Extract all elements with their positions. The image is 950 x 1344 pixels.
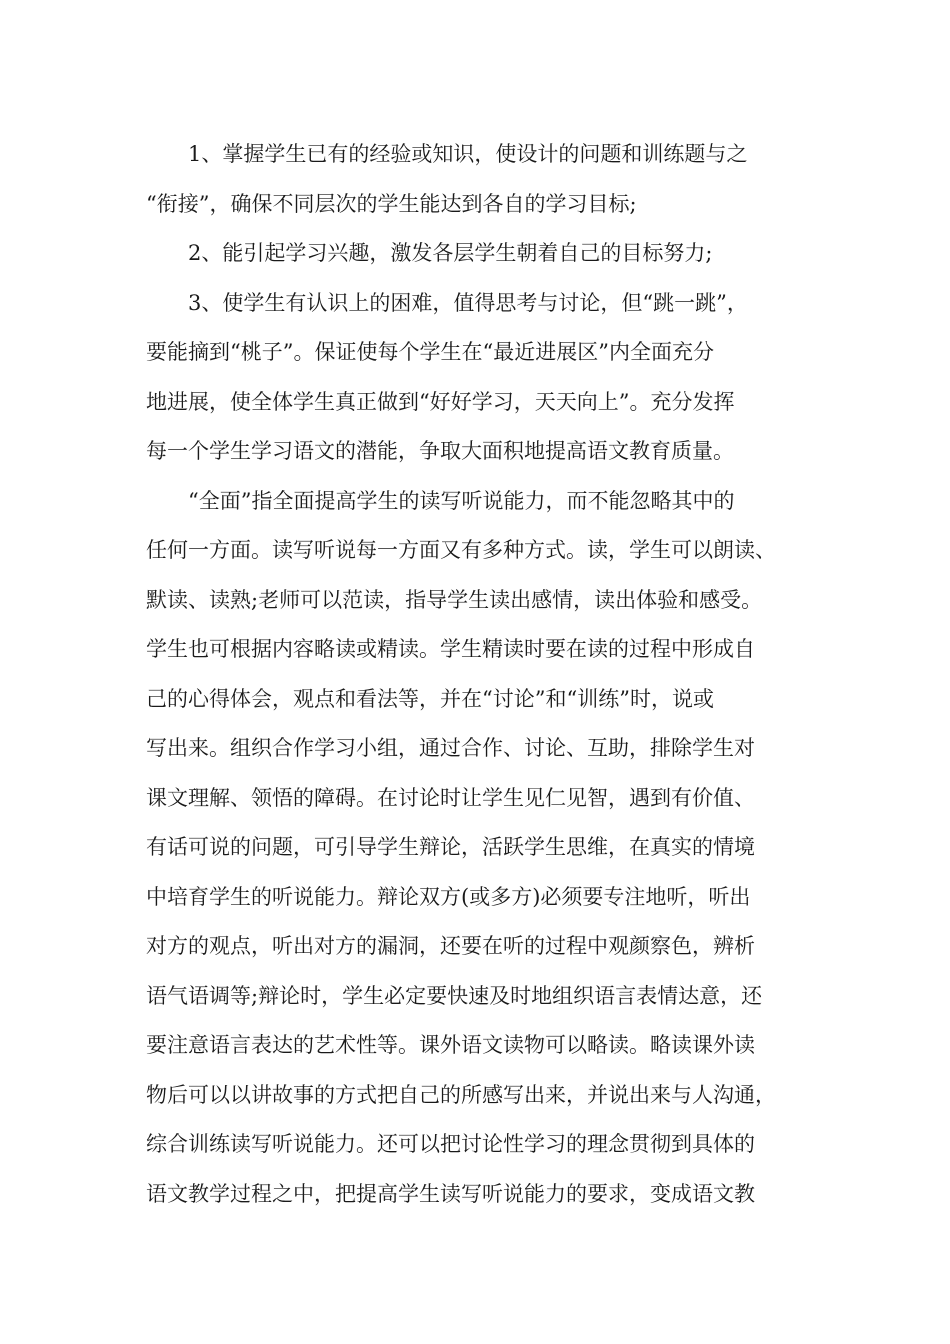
text-line: 地进展，使全体学生真正做到“好好学习，天天向上”。充分发挥 bbox=[146, 389, 735, 414]
text-line: 中培育学生的听说能力。辩论双方(或多方)必须要专注地听，听出 bbox=[146, 884, 751, 909]
text-line: 综合训练读写听说能力。还可以把讨论性学习的理念贯彻到具体的 bbox=[146, 1132, 755, 1156]
text-line: 默读、读熟;老师可以范读，指导学生读出感情，读出体验和感受。 bbox=[146, 587, 763, 612]
body-text bbox=[146, 130, 816, 1219]
text-line: 学生也可根据内容略读或精读。学生精读时要在读的过程中形成自 bbox=[146, 637, 755, 661]
text-line: 要能摘到“桃子”。保证使每个学生在“最近进展区”内全面充分 bbox=[146, 340, 714, 364]
text-line: 2、能引起学习兴趣，激发各层学生朝着自己的目标努力; bbox=[188, 241, 713, 265]
text-line: 3、使学生有认识上的困难，值得思考与讨论，但“跳一跳”， bbox=[188, 290, 748, 315]
text-line: 课文理解、领悟的障碍。在讨论时让学生见仁见智，遇到有价值、 bbox=[146, 785, 755, 810]
text-line: 语气语调等;辩论时，学生必定要快速及时地组织语言表情达意，还 bbox=[146, 983, 763, 1008]
text-line: 己的心得体会，观点和看法等，并在“讨论”和“训练”时，说或 bbox=[146, 686, 714, 711]
text-line: 语文教学过程之中，把提高学生读写听说能力的要求，变成语文教 bbox=[146, 1181, 755, 1206]
text-line: 写出来。组织合作学习小组，通过合作、讨论、互助，排除学生对 bbox=[146, 736, 755, 760]
text-line: “衔接”，确保不同层次的学生能达到各自的学习目标; bbox=[146, 191, 637, 216]
text-line: 1、掌握学生已有的经验或知识，使设计的问题和训练题与之 bbox=[188, 142, 748, 166]
text-line: 物后可以以讲故事的方式把自己的所感写出来，并说出来与人沟通， bbox=[146, 1082, 776, 1107]
text-line: 有话可说的问题，可引导学生辩论，活跃学生思维，在真实的情境 bbox=[146, 835, 755, 859]
text-line: 任何一方面。读写听说每一方面又有多种方式。读，学生可以朗读、 bbox=[146, 538, 776, 562]
text-line: 每一个学生学习语文的潜能，争取大面积地提高语文教育质量。 bbox=[146, 439, 734, 463]
text-line: 对方的观点，听出对方的漏洞，还要在听的过程中观颜察色，辨析 bbox=[146, 934, 755, 958]
text-line: 要注意语言表达的艺术性等。课外语文读物可以略读。略读课外读 bbox=[146, 1033, 755, 1057]
text-line: “全面”指全面提高学生的读写听说能力，而不能忽略其中的 bbox=[188, 488, 735, 513]
